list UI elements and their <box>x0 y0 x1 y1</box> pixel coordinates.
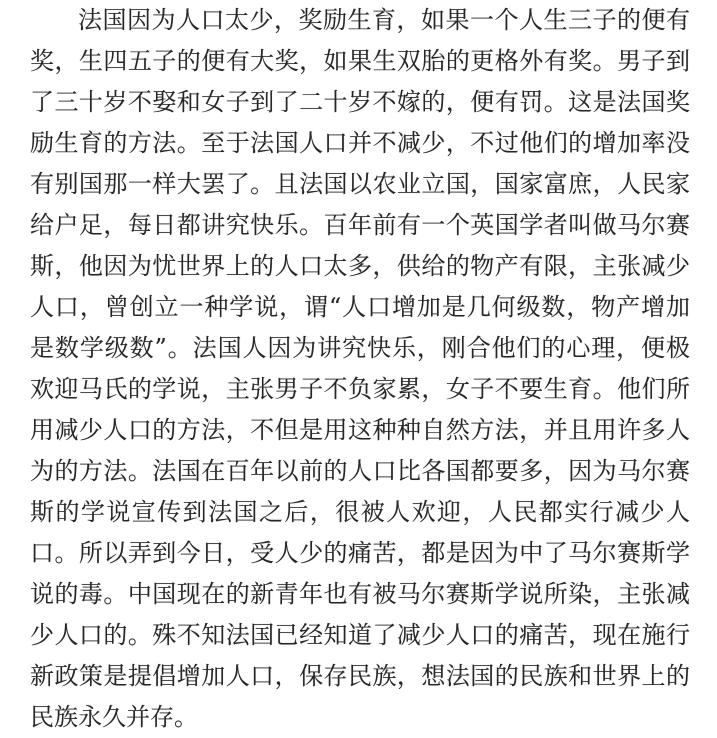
text-line: 为的方法。法国在百年以前的人口比各国都要多，因为马尔赛 <box>30 457 690 485</box>
text-line: 口。所以弄到今日，受人少的痛苦，都是因为中了马尔赛斯学 <box>30 539 690 567</box>
text-line: 民族永久并存。 <box>30 703 198 731</box>
text-line: 人口，曾创立一种学说，谓“人口增加是几何级数，物产增加 <box>30 293 690 321</box>
text-line: 给户足，每日都讲究快乐。百年前有一个英国学者叫做马尔赛 <box>30 211 690 239</box>
text-line: 励生育的方法。至于法国人口并不减少，不过他们的增加率没 <box>30 129 690 157</box>
text-line: 有别国那一样大罢了。且法国以农业立国，国家富庶，人民家 <box>30 170 690 198</box>
text-line: 说的毒。中国现在的新青年也有被马尔赛斯学说所染，主张减 <box>30 580 690 608</box>
text-line: 欢迎马氏的学说，主张男子不负家累，女子不要生育。他们所 <box>30 375 690 403</box>
text-line: 奖，生四五子的便有大奖，如果生双胎的更格外有奖。男子到 <box>30 47 690 75</box>
text-line: 了三十岁不娶和女子到了二十岁不嫁的，便有罚。这是法国奖 <box>30 88 690 116</box>
text-line: 斯的学说宣传到法国之后，很被人欢迎，人民都实行减少人 <box>30 498 690 526</box>
text-line: 少人口的。殊不知法国已经知道了减少人口的痛苦，现在施行 <box>30 621 690 649</box>
text-line: 法国因为人口太少，奖励生育，如果一个人生三子的便有 <box>78 6 690 34</box>
text-line: 是数学级数”。法国人因为讲究快乐，刚合他们的心理，便极 <box>30 334 690 362</box>
text-line: 斯，他因为忧世界上的人口太多，供给的物产有限，主张减少 <box>30 252 690 280</box>
text-line: 新政策是提倡增加人口，保存民族，想法国的民族和世界上的 <box>30 662 690 690</box>
paragraph-text <box>30 0 690 738</box>
text-line: 用减少人口的方法，不但是用这种种自然方法，并且用许多人 <box>30 416 690 444</box>
